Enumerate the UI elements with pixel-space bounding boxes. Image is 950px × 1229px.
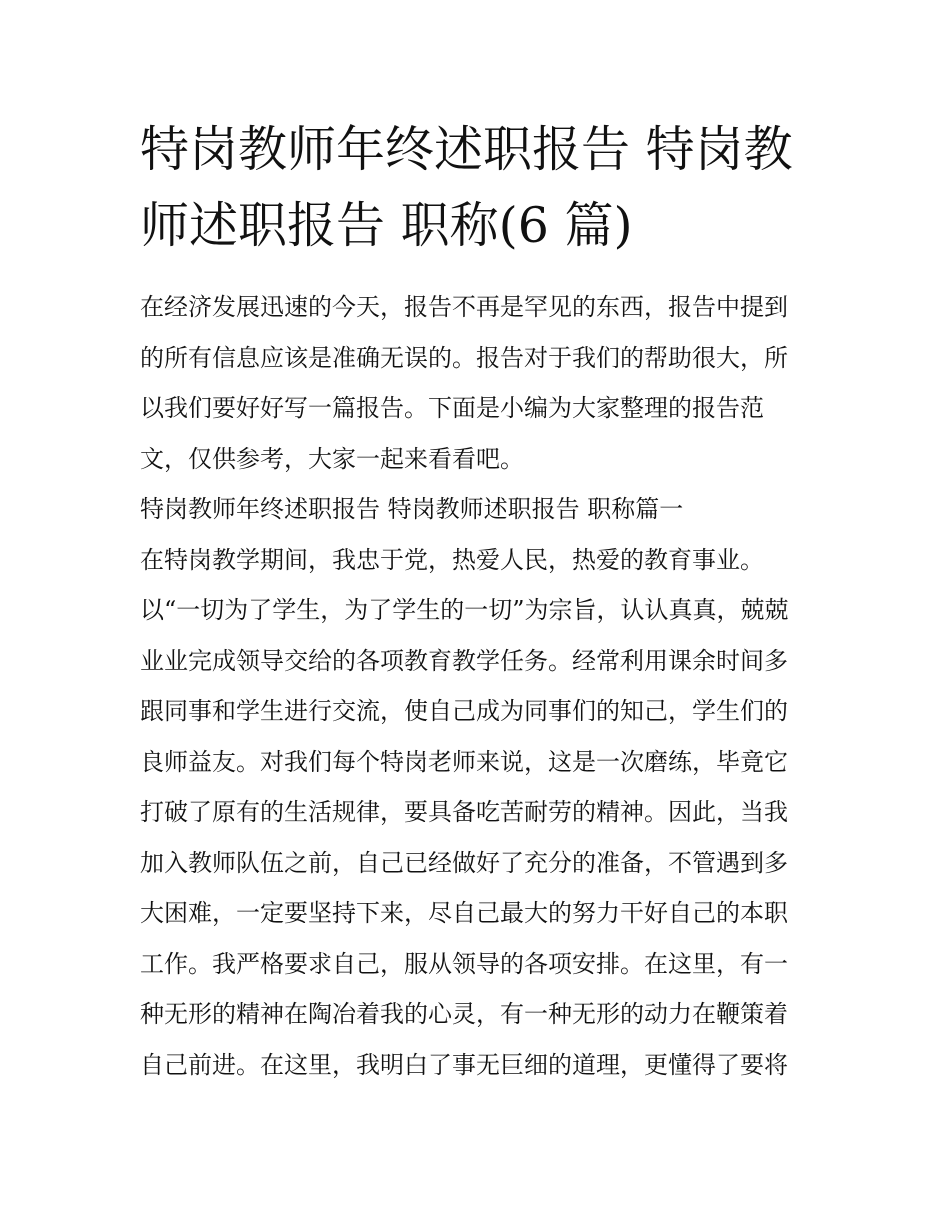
section-line: 种无形的精神在陶冶着我的心灵，有一种无形的动力在鞭策着 (140, 1000, 788, 1028)
intro-line: 以我们要好好写一篇报告。下面是小编为大家整理的报告范 (140, 394, 764, 422)
document-body (140, 282, 820, 1090)
intro-line: 的所有信息应该是准确无误的。报告对于我们的帮助很大，所 (140, 343, 788, 372)
section-line: 以“一切为了学生，为了学生的一切”为宗旨，认认真真，兢兢 (140, 596, 789, 624)
section-line: 在特岗教学期间，我忠于党，热爱人民，热爱的教育事业。 (140, 545, 764, 574)
section-line: 加入教师队伍之前，自己已经做好了充分的准备，不管遇到多 (140, 848, 788, 877)
document-title (140, 112, 820, 264)
section-line: 自己前进。在这里，我明白了事无巨细的道理，更懂得了要将 (140, 1050, 788, 1079)
section-line: 业业完成领导交给的各项教育教学任务。经常利用课余时间多 (140, 646, 788, 675)
intro-line: 文，仅供参考，大家一起来看看吧。 (140, 444, 524, 473)
section-line: 打破了原有的生活规律，要具备吃苦耐劳的精神。因此，当我 (140, 798, 788, 826)
section-line: 良师益友。对我们每个特岗老师来说，这是一次磨练，毕竟它 (140, 747, 788, 776)
section-line: 跟同事和学生进行交流，使自己成为同事们的知己，学生们的 (140, 697, 788, 725)
title-line-2-text: 师述职报告 职称(6 篇) (140, 197, 633, 254)
section-heading: 特岗教师年终述职报告 特岗教师述职报告 职称篇一 (140, 495, 684, 523)
section-line: 工作。我严格要求自己，服从领导的各项安排。在这里，有一 (140, 949, 788, 978)
title-line-1: 特岗教师年终述职报告 特岗教 (140, 121, 793, 178)
title-line-2 (140, 188, 820, 264)
intro-line: 在经济发展迅速的今天，报告不再是罕见的东西，报告中提到 (140, 293, 788, 321)
section-line: 大困难，一定要坚持下来，尽自己最大的努力干好自己的本职 (140, 899, 788, 927)
